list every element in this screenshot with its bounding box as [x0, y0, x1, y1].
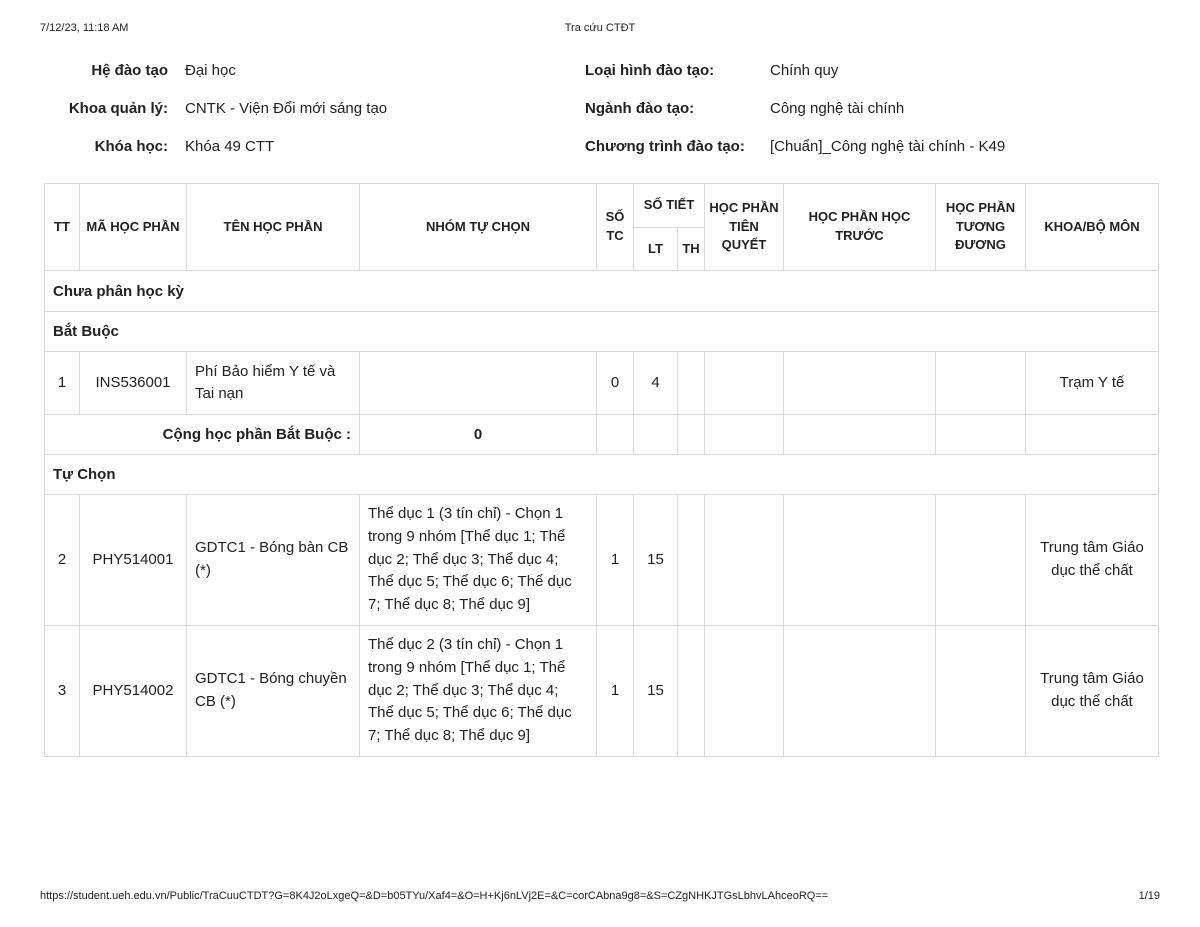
cell-th — [678, 495, 705, 626]
cell-th — [678, 626, 705, 757]
cell-tien-quyet — [705, 626, 784, 757]
info-row-1 — [40, 62, 1160, 100]
sum-empty-cell — [784, 415, 936, 455]
semester-row — [45, 271, 1159, 312]
sum-empty-cell — [634, 415, 678, 455]
header-so-tiet: SỐ TIẾT — [634, 184, 705, 228]
cell-ten: GDTC1 - Bóng bàn CB (*) — [187, 495, 360, 626]
sum-empty-cell — [705, 415, 784, 455]
khoa-quan-ly-value: CNTK - Viện Đổi mới sáng tạo — [185, 100, 388, 117]
header-tt: TT — [45, 184, 80, 271]
cell-ten: GDTC1 - Bóng chuyền CB (*) — [187, 626, 360, 757]
cell-nhom — [360, 352, 597, 415]
program-info — [40, 62, 1160, 176]
cell-ma: PHY514001 — [80, 495, 187, 626]
print-title: Tra cứu CTĐT — [564, 22, 636, 34]
cell-khoa: Trạm Y tế — [1026, 352, 1159, 415]
cell-nhom: Thể dục 1 (3 tín chỉ) - Chọn 1 trong 9 nhóm [Thể dục 1; Thể dục 2; Thể dục 3; Thể dục 4; Thể dục 5; Thể dục 6; Thể dục 7; Thể dục 8; Thể dục 9] — [360, 495, 597, 626]
header-so-tc: SỐ TC — [597, 184, 634, 271]
cell-tien-quyet — [705, 495, 784, 626]
semester-label: Chưa phân học kỳ — [45, 271, 1159, 312]
header-tien-quyet: HỌC PHẦN TIÊN QUYẾT — [705, 184, 784, 271]
sum-empty-cell — [936, 415, 1026, 455]
print-date: 7/12/23, 11:18 AM — [40, 22, 129, 34]
print-header — [40, 22, 1160, 38]
header-ma-hoc-phan: MÃ HỌC PHẦN — [80, 184, 187, 271]
cell-tt: 1 — [45, 352, 80, 415]
cell-tt: 3 — [45, 626, 80, 757]
khoa-hoc-label: Khóa học: — [94, 138, 168, 155]
cell-lt: 15 — [634, 626, 678, 757]
sum-empty-cell — [597, 415, 634, 455]
sum-row-required — [45, 415, 1159, 455]
table-header-row — [45, 184, 1159, 228]
header-hoc-truoc: HỌC PHẦN HỌC TRƯỚC — [784, 184, 936, 271]
cell-ten: Phí Bảo hiểm Y tế và Tai nạn — [187, 352, 360, 415]
cell-tuong-duong — [936, 626, 1026, 757]
info-row-3 — [40, 138, 1160, 176]
cell-th — [678, 352, 705, 415]
cell-nhom: Thể dục 2 (3 tín chỉ) - Chọn 1 trong 9 nhóm [Thể dục 1; Thể dục 2; Thể dục 3; Thể dục 4; Thể dục 5; Thể dục 6; Thể dục 7; Thể dục 8; Thể dục 9] — [360, 626, 597, 757]
table-row — [45, 626, 1159, 757]
cell-hoc-truoc — [784, 495, 936, 626]
cell-tien-quyet — [705, 352, 784, 415]
chuong-trinh-value: [Chuẩn]_Công nghệ tài chính - K49 — [770, 138, 1006, 155]
cell-hoc-truoc — [784, 352, 936, 415]
loai-hinh-label: Loại hình đào tạo: — [585, 62, 715, 79]
cell-so-tc: 1 — [597, 626, 634, 757]
sum-empty-cell — [678, 415, 705, 455]
cell-tt: 2 — [45, 495, 80, 626]
cell-ma: INS536001 — [80, 352, 187, 415]
nganh-value: Công nghệ tài chính — [770, 100, 905, 117]
table-row — [45, 495, 1159, 626]
cell-khoa: Trung tâm Giáo dục thể chất — [1026, 495, 1159, 626]
he-dao-tao-value: Đại học — [185, 62, 236, 79]
group-required-label: Bắt Buộc — [45, 312, 1159, 352]
cell-khoa: Trung tâm Giáo dục thể chất — [1026, 626, 1159, 757]
header-tuong-duong: HỌC PHẦN TƯƠNG ĐƯƠNG — [936, 184, 1026, 271]
loai-hinh-value: Chính quy — [770, 62, 839, 79]
cell-so-tc: 0 — [597, 352, 634, 415]
cell-tuong-duong — [936, 352, 1026, 415]
info-row-2 — [40, 100, 1160, 138]
curriculum-table — [44, 183, 1159, 757]
cell-ma: PHY514002 — [80, 626, 187, 757]
he-dao-tao-label: Hệ đào tạo — [91, 62, 168, 79]
group-row-elective — [45, 455, 1159, 495]
header-ten-hoc-phan: TÊN HỌC PHẦN — [187, 184, 360, 271]
header-nhom-tu-chon: NHÓM TỰ CHỌN — [360, 184, 597, 271]
page-number: 1/19 — [1138, 890, 1160, 902]
cell-lt: 4 — [634, 352, 678, 415]
group-elective-label: Tự Chọn — [45, 455, 1159, 495]
khoa-quan-ly-label: Khoa quản lý: — [68, 100, 168, 117]
khoa-hoc-value: Khóa 49 CTT — [185, 138, 275, 155]
cell-tuong-duong — [936, 495, 1026, 626]
table-row — [45, 352, 1159, 415]
group-row-required — [45, 312, 1159, 352]
sum-required-label: Cộng học phần Bắt Buộc : — [45, 415, 360, 455]
chuong-trinh-label: Chương trình đào tạo: — [585, 138, 745, 155]
header-khoa-bo-mon: KHOA/BỘ MÔN — [1026, 184, 1159, 271]
nganh-label: Ngành đào tạo: — [585, 100, 695, 117]
sum-required-value: 0 — [360, 415, 597, 455]
cell-lt: 15 — [634, 495, 678, 626]
sum-empty-cell — [1026, 415, 1159, 455]
cell-so-tc: 1 — [597, 495, 634, 626]
header-lt: LT — [634, 228, 678, 271]
header-th: TH — [678, 228, 705, 271]
cell-hoc-truoc — [784, 626, 936, 757]
page-url: https://student.ueh.edu.vn/Public/TraCuuCTDT?G=8K4J2oLxgeQ=&D=b05TYu/Xaf4=&O=H+Kj6nLVj2E=&C=corCAbna9g8=&S=CZgNHKJTGsLbhvLAhceoRQ== — [40, 890, 829, 902]
